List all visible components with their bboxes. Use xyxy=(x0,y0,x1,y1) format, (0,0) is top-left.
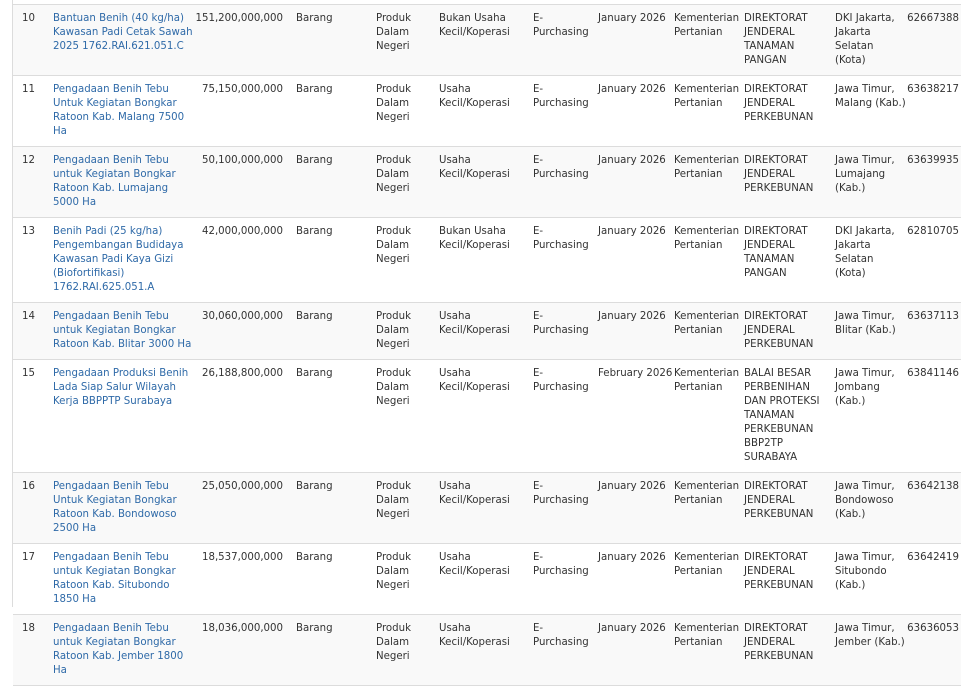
package-code-cell: 63642138 xyxy=(906,473,961,544)
row-number-cell: 17 xyxy=(13,544,53,615)
row-number-cell: 10 xyxy=(13,5,53,76)
location-name-cell: Jawa Timur, Jombang (Kab.) xyxy=(835,360,906,473)
ministry-name-cell: Kementerian Pertanian xyxy=(674,615,744,686)
procurement-method-cell: E-Purchasing xyxy=(533,303,598,360)
schedule-month-cell: January 2026 xyxy=(598,544,674,615)
budget-value-cell: 18,036,000,000 xyxy=(195,615,296,686)
package-name-link[interactable]: Benih Padi (25 kg/ha) Pengembangan Budidaya Kawasan Padi Kaya Gizi (Biofortifikasi) 1762.RAI.625.051.A xyxy=(53,226,184,293)
procurement-method-cell: E-Purchasing xyxy=(533,615,598,686)
table-row xyxy=(13,544,961,615)
package-name-link[interactable]: Pengadaan Benih Tebu untuk Kegiatan Bongkar Ratoon Kab. Jember 1800 Ha xyxy=(53,623,184,676)
ministry-name-cell: Kementerian Pertanian xyxy=(674,218,744,303)
business-category-cell: Usaha Kecil/Koperasi xyxy=(439,76,533,147)
procurement-method-cell: E-Purchasing xyxy=(533,218,598,303)
business-category-cell: Bukan Usaha Kecil/Koperasi xyxy=(439,218,533,303)
package-name-link[interactable]: Pengadaan Benih Tebu Untuk Kegiatan Bongkar Ratoon Kab. Bondowoso 2500 Ha xyxy=(53,481,177,534)
location-name-cell: Jawa Timur, Blitar (Kab.) xyxy=(835,303,906,360)
product-origin-cell: Produk Dalam Negeri xyxy=(376,5,439,76)
procurement-type-cell: Barang xyxy=(296,544,376,615)
location-name-cell: Jawa Timur, Situbondo (Kab.) xyxy=(835,544,906,615)
package-name-link[interactable]: Pengadaan Produksi Benih Lada Siap Salur Wilayah Kerja BBPPTP Surabaya xyxy=(53,368,189,407)
procurement-type-cell: Barang xyxy=(296,5,376,76)
location-name-cell: Jawa Timur, Malang (Kab.) xyxy=(835,76,906,147)
ministry-name-cell: Kementerian Pertanian xyxy=(674,544,744,615)
ministry-name-cell: Kementerian Pertanian xyxy=(674,360,744,473)
row-number-cell: 15 xyxy=(13,360,53,473)
package-name-link-cell xyxy=(53,615,195,686)
table-body xyxy=(13,5,961,686)
package-name-link-cell xyxy=(53,360,195,473)
procurement-method-cell: E-Purchasing xyxy=(533,360,598,473)
row-number-cell: 16 xyxy=(13,473,53,544)
schedule-month-cell: January 2026 xyxy=(598,218,674,303)
procurement-type-cell: Barang xyxy=(296,76,376,147)
package-name-link-cell xyxy=(53,473,195,544)
business-category-cell: Bukan Usaha Kecil/Koperasi xyxy=(439,5,533,76)
procurement-method-cell: E-Purchasing xyxy=(533,76,598,147)
ministry-name-cell: Kementerian Pertanian xyxy=(674,5,744,76)
location-name-cell: Jawa Timur, Bondowoso (Kab.) xyxy=(835,473,906,544)
work-unit-name-cell: DIREKTORAT JENDERAL PERKEBUNAN xyxy=(744,473,835,544)
product-origin-cell: Produk Dalam Negeri xyxy=(376,147,439,218)
procurement-type-cell: Barang xyxy=(296,360,376,473)
package-name-link-cell xyxy=(53,76,195,147)
work-unit-name-cell: DIREKTORAT JENDERAL PERKEBUNAN xyxy=(744,303,835,360)
schedule-month-cell: January 2026 xyxy=(598,615,674,686)
business-category-cell: Usaha Kecil/Koperasi xyxy=(439,615,533,686)
business-category-cell: Usaha Kecil/Koperasi xyxy=(439,544,533,615)
row-number-cell: 18 xyxy=(13,615,53,686)
schedule-month-cell: January 2026 xyxy=(598,76,674,147)
location-name-cell: Jawa Timur, Lumajang (Kab.) xyxy=(835,147,906,218)
product-origin-cell: Produk Dalam Negeri xyxy=(376,360,439,473)
work-unit-name-cell: BALAI BESAR PERBENIHAN DAN PROTEKSI TANAMAN PERKEBUNAN BBP2TP SURABAYA xyxy=(744,360,835,473)
table-row xyxy=(13,147,961,218)
schedule-month-cell: January 2026 xyxy=(598,147,674,218)
product-origin-cell: Produk Dalam Negeri xyxy=(376,303,439,360)
package-code-cell: 63841146 xyxy=(906,360,961,473)
procurement-type-cell: Barang xyxy=(296,218,376,303)
schedule-month-cell: January 2026 xyxy=(598,303,674,360)
work-unit-name-cell: DIREKTORAT JENDERAL PERKEBUNAN xyxy=(744,76,835,147)
package-name-link-cell xyxy=(53,5,195,76)
budget-value-cell: 18,537,000,000 xyxy=(195,544,296,615)
location-name-cell: DKI Jakarta, Jakarta Selatan (Kota) xyxy=(835,218,906,303)
package-name-link[interactable]: Pengadaan Benih Tebu untuk Kegiatan Bongkar Ratoon Kab. Situbondo 1850 Ha xyxy=(53,552,176,605)
product-origin-cell: Produk Dalam Negeri xyxy=(376,544,439,615)
work-unit-name-cell: DIREKTORAT JENDERAL TANAMAN PANGAN xyxy=(744,218,835,303)
business-category-cell: Usaha Kecil/Koperasi xyxy=(439,147,533,218)
business-category-cell: Usaha Kecil/Koperasi xyxy=(439,473,533,544)
package-code-cell: 63639935 xyxy=(906,147,961,218)
package-name-link[interactable]: Bantuan Benih (40 kg/ha) Kawasan Padi Cetak Sawah 2025 1762.RAI.621.051.C xyxy=(53,13,193,52)
work-unit-name-cell: DIREKTORAT JENDERAL PERKEBUNAN xyxy=(744,147,835,218)
table-row xyxy=(13,615,961,686)
product-origin-cell: Produk Dalam Negeri xyxy=(376,76,439,147)
ministry-name-cell: Kementerian Pertanian xyxy=(674,473,744,544)
product-origin-cell: Produk Dalam Negeri xyxy=(376,473,439,544)
procurement-method-cell: E-Purchasing xyxy=(533,473,598,544)
table-row xyxy=(13,76,961,147)
row-number-cell: 13 xyxy=(13,218,53,303)
table-row xyxy=(13,473,961,544)
procurement-type-cell: Barang xyxy=(296,615,376,686)
business-category-cell: Usaha Kecil/Koperasi xyxy=(439,303,533,360)
package-name-link[interactable]: Pengadaan Benih Tebu Untuk Kegiatan Bongkar Ratoon Kab. Malang 7500 Ha xyxy=(53,84,185,137)
package-name-link-cell xyxy=(53,544,195,615)
package-name-link[interactable]: Pengadaan Benih Tebu untuk Kegiatan Bongkar Ratoon Kab. Blitar 3000 Ha xyxy=(53,311,192,350)
location-name-cell: Jawa Timur, Jember (Kab.) xyxy=(835,615,906,686)
row-number-cell: 11 xyxy=(13,76,53,147)
procurement-method-cell: E-Purchasing xyxy=(533,147,598,218)
package-code-cell: 62667388 xyxy=(906,5,961,76)
budget-value-cell: 75,150,000,000 xyxy=(195,76,296,147)
product-origin-cell: Produk Dalam Negeri xyxy=(376,615,439,686)
schedule-month-cell: February 2026 xyxy=(598,360,674,473)
package-code-cell: 63638217 xyxy=(906,76,961,147)
procurement-type-cell: Barang xyxy=(296,303,376,360)
package-code-cell: 63636053 xyxy=(906,615,961,686)
budget-value-cell: 50,100,000,000 xyxy=(195,147,296,218)
table-row xyxy=(13,360,961,473)
budget-value-cell: 151,200,000,000 xyxy=(195,5,296,76)
package-code-cell: 63642419 xyxy=(906,544,961,615)
package-name-link-cell xyxy=(53,218,195,303)
budget-value-cell: 26,188,800,000 xyxy=(195,360,296,473)
package-name-link[interactable]: Pengadaan Benih Tebu untuk Kegiatan Bongkar Ratoon Kab. Lumajang 5000 Ha xyxy=(53,155,176,208)
table-row xyxy=(13,218,961,303)
table-row xyxy=(13,5,961,76)
ministry-name-cell: Kementerian Pertanian xyxy=(674,76,744,147)
ministry-name-cell: Kementerian Pertanian xyxy=(674,147,744,218)
table-row xyxy=(13,303,961,360)
procurement-type-cell: Barang xyxy=(296,473,376,544)
work-unit-name-cell: DIREKTORAT JENDERAL PERKEBUNAN xyxy=(744,544,835,615)
package-code-cell: 62810705 xyxy=(906,218,961,303)
procurement-method-cell: E-Purchasing xyxy=(533,5,598,76)
row-number-cell: 14 xyxy=(13,303,53,360)
procurement-table xyxy=(13,4,961,686)
row-number-cell: 12 xyxy=(13,147,53,218)
package-name-link-cell xyxy=(53,303,195,360)
ministry-name-cell: Kementerian Pertanian xyxy=(674,303,744,360)
schedule-month-cell: January 2026 xyxy=(598,5,674,76)
budget-value-cell: 42,000,000,000 xyxy=(195,218,296,303)
work-unit-name-cell: DIREKTORAT JENDERAL PERKEBUNAN xyxy=(744,615,835,686)
schedule-month-cell: January 2026 xyxy=(598,473,674,544)
package-name-link-cell xyxy=(53,147,195,218)
location-name-cell: DKI Jakarta, Jakarta Selatan (Kota) xyxy=(835,5,906,76)
procurement-method-cell: E-Purchasing xyxy=(533,544,598,615)
procurement-table-container xyxy=(12,0,961,676)
product-origin-cell: Produk Dalam Negeri xyxy=(376,218,439,303)
package-code-cell: 63637113 xyxy=(906,303,961,360)
budget-value-cell: 25,050,000,000 xyxy=(195,473,296,544)
procurement-type-cell: Barang xyxy=(296,147,376,218)
business-category-cell: Usaha Kecil/Koperasi xyxy=(439,360,533,473)
budget-value-cell: 30,060,000,000 xyxy=(195,303,296,360)
work-unit-name-cell: DIREKTORAT JENDERAL TANAMAN PANGAN xyxy=(744,5,835,76)
